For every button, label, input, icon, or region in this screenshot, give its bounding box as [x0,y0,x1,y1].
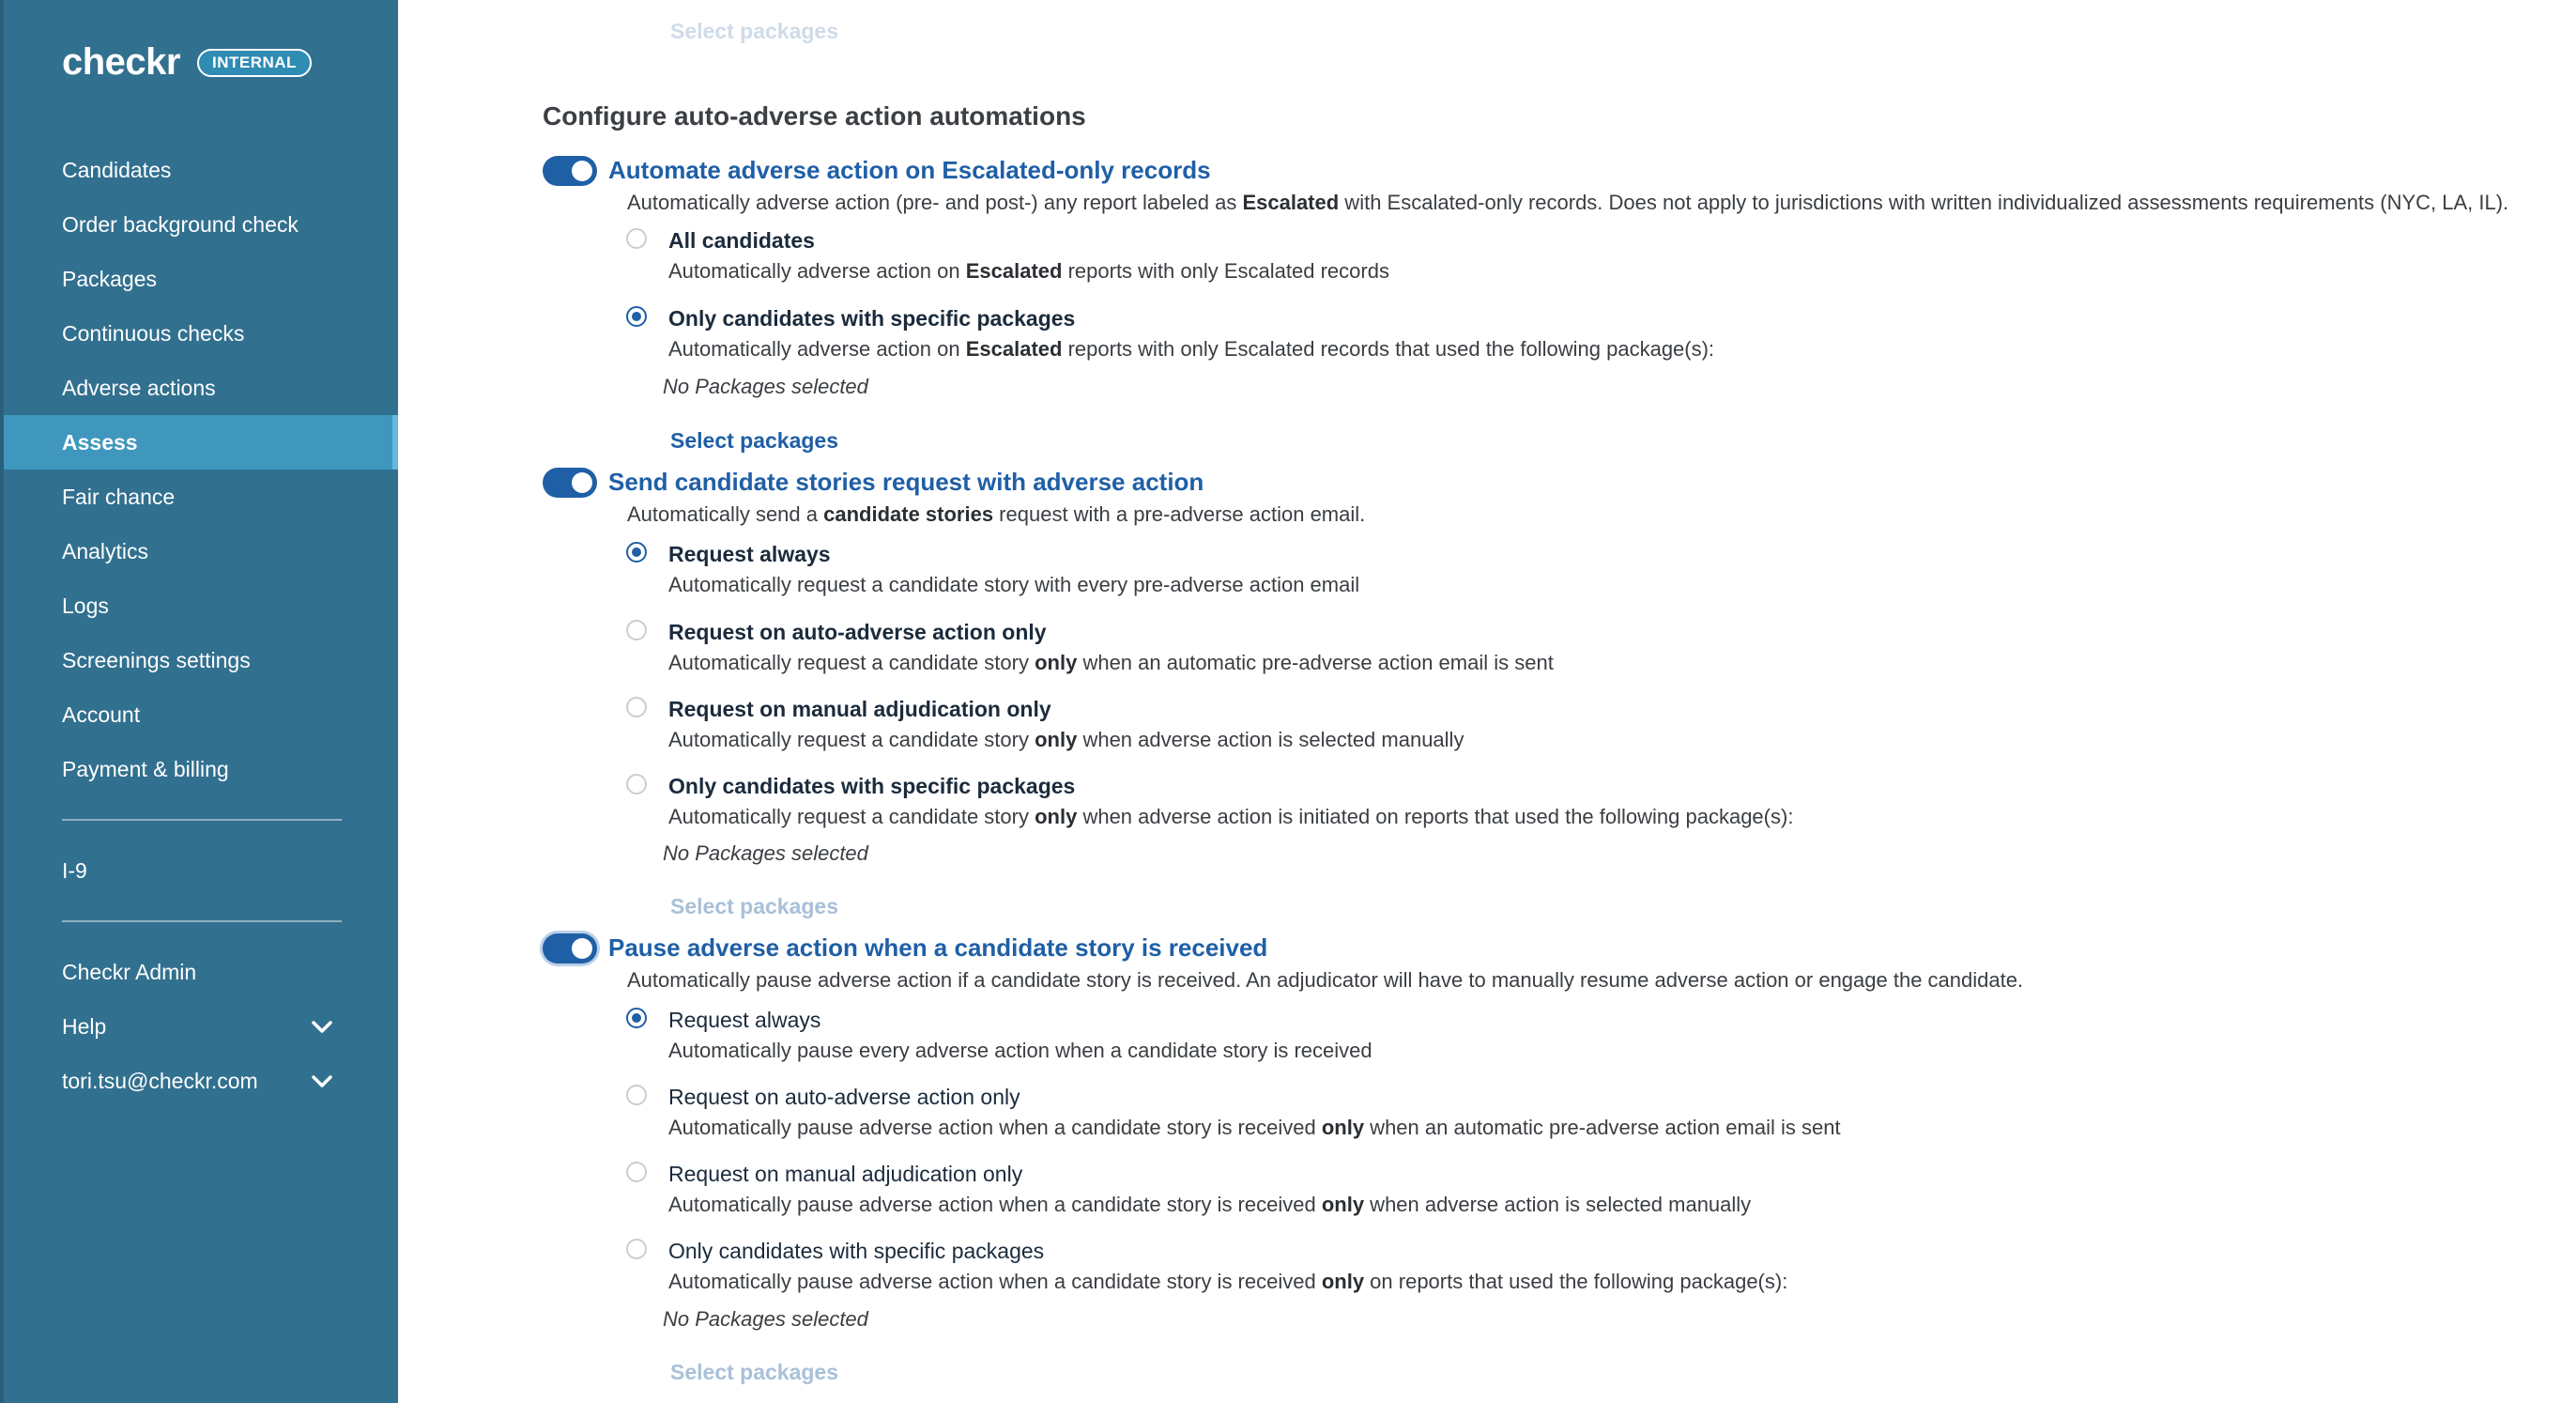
radio-request-always[interactable] [626,542,647,563]
no-packages-text: No Packages selected [663,841,868,865]
sidebar-item-label: Assess [62,430,138,455]
sidebar-item-label: Candidates [62,158,172,182]
select-packages-link-top[interactable]: Select packages [670,19,839,43]
radio-label: Only candidates with specific packages [668,1239,1045,1263]
radio-label: Request on manual adjudication only [668,1162,1023,1186]
radio-specific-packages[interactable] [626,306,647,327]
candidate-stories-title: Send candidate stories request with adverse action [608,468,1204,496]
sidebar-item-continuous-checks[interactable] [4,306,398,361]
sidebar-nav [4,143,398,1108]
no-packages-text: No Packages selected [663,1307,868,1331]
sidebar-item-payment-billing[interactable] [4,742,398,796]
main-content [398,0,2576,1403]
radio-label: Request on auto-adverse action only [668,1085,1020,1109]
sidebar [0,0,398,1403]
sidebar-item-label: Screenings settings [62,648,251,672]
sidebar-item-adverse-actions[interactable] [4,361,398,415]
radio-label: Only candidates with specific packages [668,306,1076,331]
radio-specific-packages[interactable] [626,774,647,794]
sidebar-item-label: Order background check [62,212,299,237]
no-packages-text: No Packages selected [663,375,868,398]
candidate-stories-toggle[interactable] [543,468,597,498]
select-packages-link[interactable]: Select packages [670,894,839,918]
sidebar-item-label: Continuous checks [62,321,245,346]
radio-desc: Automatically request a candidate story only when an automatic pre-adverse action email is sent [668,651,1554,674]
radio-manual-adjudication-only[interactable] [626,1162,647,1182]
candidate-stories-desc: Automatically send a candidate stories request with a pre-adverse action email. [627,502,1366,526]
sidebar-item-assess[interactable] [4,415,398,470]
automate-adverse-action-toggle[interactable] [543,156,597,186]
sidebar-item-label: Logs [62,594,109,618]
sidebar-item-label: Checkr Admin [62,960,197,984]
sidebar-item-user[interactable] [4,1054,398,1108]
radio-desc: Automatically request a candidate story with every pre-adverse action email [668,573,1360,596]
radio-desc: Automatically adverse action on Escalated reports with only Escalated records [668,259,1389,283]
sidebar-divider [62,819,342,821]
sidebar-item-label: Help [62,1014,107,1039]
radio-label: Request on manual adjudication only [668,697,1051,721]
internal-badge: INTERNAL [197,49,312,77]
radio-auto-adverse-only[interactable] [626,620,647,640]
sidebar-divider [62,920,342,922]
sidebar-item-label: Adverse actions [62,376,216,400]
sidebar-item-account[interactable] [4,687,398,742]
radio-desc: Automatically pause every adverse action when a candidate story is received [668,1039,1372,1062]
radio-desc: Automatically adverse action on Escalated reports with only Escalated records that used the following package(s): [668,337,1715,361]
toggle-knob [572,938,592,959]
sidebar-item-label: Packages [62,267,158,291]
automate-adverse-action-desc: Automatically adverse action (pre- and post-) any report labeled as Escalated with Escalated-only records. Does not apply to jurisdictions with written individualized assessments requirements (NYC, LA, IL). [627,191,2509,214]
sidebar-item-label: Payment & billing [62,757,229,781]
sidebar-item-fair-chance[interactable] [4,470,398,524]
radio-desc: Automatically pause adverse action when a candidate story is received only when adverse action is selected manually [668,1193,1752,1216]
automate-adverse-action-title: Automate adverse action on Escalated-only records [608,156,1211,184]
sidebar-item-label: Account [62,702,141,727]
sidebar-item-label: Analytics [62,539,149,563]
brand [62,41,312,84]
radio-request-always[interactable] [626,1008,647,1028]
radio-label: Request always [668,542,831,566]
pause-adverse-action-toggle[interactable] [543,933,597,964]
radio-label: Request always [668,1008,821,1032]
radio-auto-adverse-only[interactable] [626,1085,647,1105]
section-title: Configure auto-adverse action automations [543,101,1086,131]
radio-desc: Automatically request a candidate story only when adverse action is initiated on reports that used the following package(s): [668,805,1794,828]
sidebar-item-packages[interactable] [4,252,398,306]
radio-manual-adjudication-only[interactable] [626,697,647,717]
radio-desc: Automatically request a candidate story only when adverse action is selected manually [668,728,1464,751]
checkr-logo[interactable]: checkr [62,41,180,83]
radio-label: All candidates [668,228,815,253]
radio-desc: Automatically pause adverse action when a candidate story is received only when an automatic pre-adverse action email is sent [668,1116,1841,1139]
radio-all-candidates[interactable] [626,228,647,249]
sidebar-item-checkr-admin[interactable] [4,945,398,999]
radio-label: Request on auto-adverse action only [668,620,1047,644]
radio-label: Only candidates with specific packages [668,774,1076,798]
sidebar-item-label: tori.tsu@checkr.com [62,1069,258,1093]
chevron-down-icon[interactable] [312,1054,332,1108]
toggle-knob [572,161,592,181]
pause-adverse-action-title: Pause adverse action when a candidate story is received [608,933,1268,962]
sidebar-item-i9[interactable] [4,843,398,898]
sidebar-item-help[interactable] [4,999,398,1054]
sidebar-item-screenings-settings[interactable] [4,633,398,687]
sidebar-item-label: Fair chance [62,485,176,509]
select-packages-link[interactable]: Select packages [670,1360,839,1384]
sidebar-item-analytics[interactable] [4,524,398,578]
radio-specific-packages[interactable] [626,1239,647,1259]
sidebar-item-logs[interactable] [4,578,398,633]
chevron-down-icon[interactable] [312,999,332,1054]
toggle-knob [572,472,592,493]
radio-desc: Automatically pause adverse action when a candidate story is received only on reports that used the following package(s): [668,1270,1788,1293]
select-packages-link[interactable]: Select packages [670,428,839,453]
sidebar-item-label: I-9 [62,858,87,883]
pause-adverse-action-desc: Automatically pause adverse action if a candidate story is received. An adjudicator will have to manually resume adverse action or engage the candidate. [627,968,2024,992]
sidebar-item-candidates[interactable] [4,143,398,197]
sidebar-item-order-background-check[interactable] [4,197,398,252]
